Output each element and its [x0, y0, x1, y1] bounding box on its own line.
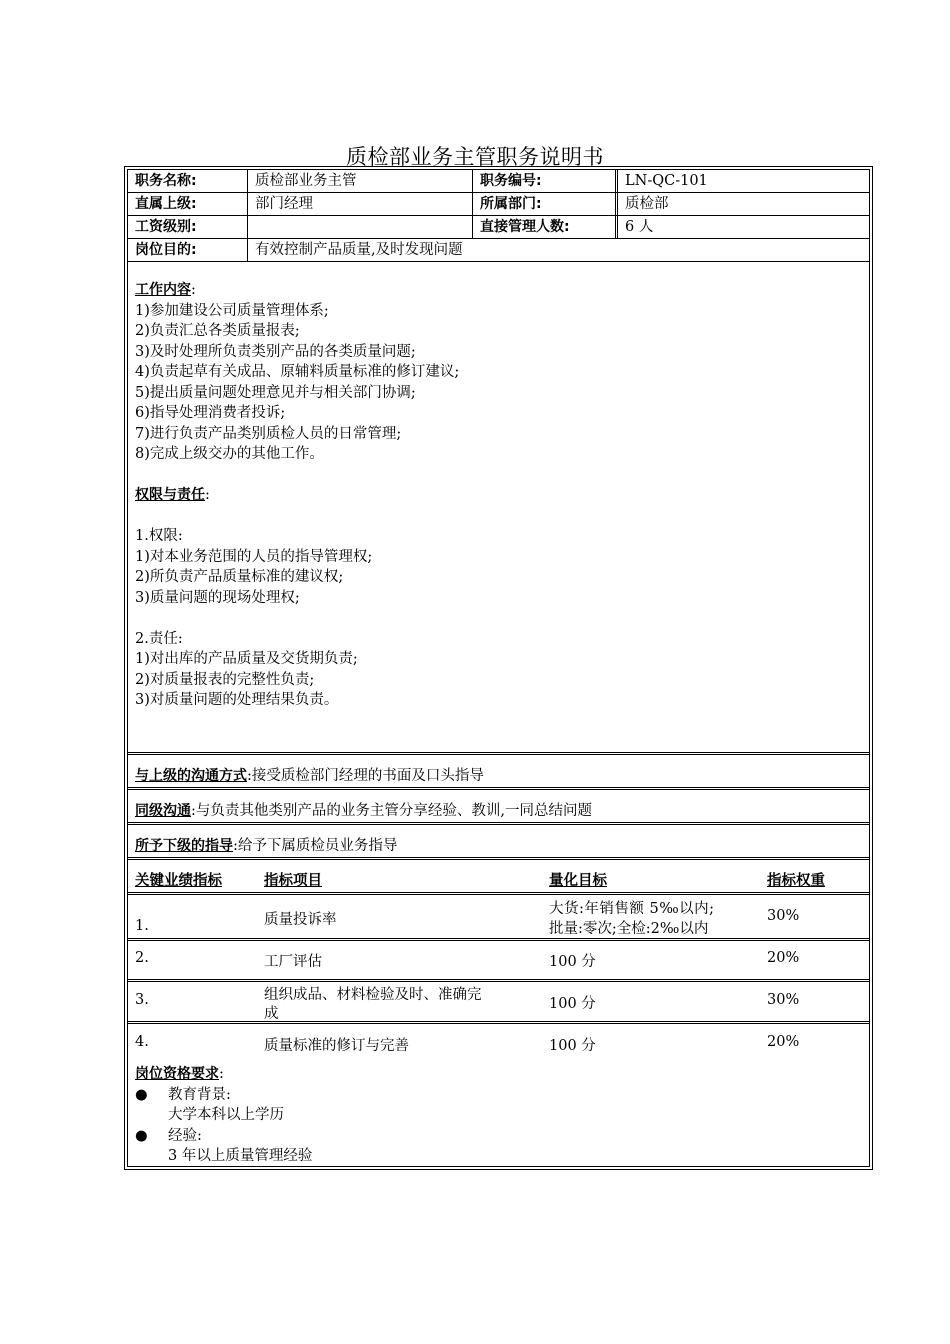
job-name-value: 质检部业务主管 [248, 170, 473, 192]
authority-heading: 权限与责任: [135, 487, 210, 503]
direct-reports-label: 直接管理人数: [473, 216, 618, 238]
upper-communication: 与上级的沟通方式:接受质检部门经理的书面及口头指导 [135, 768, 484, 784]
job-description-table [124, 166, 873, 1170]
list-item: ● 经验: [135, 1126, 312, 1147]
kpi-row-3-item-line2: 成 [264, 1006, 279, 1022]
header-row-pay-grade [128, 216, 869, 239]
list-item: 大学本科以上学历 [168, 1107, 284, 1123]
header-row-job-name [128, 170, 869, 193]
list-item: 3)对质量问题的处理结果负责。 [135, 692, 339, 708]
kpi-row-4-weight: 20% [767, 1034, 800, 1050]
job-name-label: 职务名称: [128, 170, 248, 192]
direct-reports-value: 6 人 [625, 219, 654, 235]
divider [128, 787, 869, 790]
kpi-row-3-weight: 30% [767, 992, 800, 1008]
list-item: 1)参加建设公司质量管理体系; [135, 302, 329, 319]
job-code-value: LN-QC-101 [625, 173, 708, 189]
kpi-row-3-target: 100 分 [549, 996, 596, 1012]
job-code-label: 职务编号: [473, 170, 618, 192]
divider [128, 822, 869, 825]
list-item: ● 教育背景: [135, 1085, 312, 1106]
superior-value: 部门经理 [248, 193, 473, 215]
bullet-icon: ● [135, 1086, 148, 1103]
list-item: 2)负责汇总各类质量报表; [135, 323, 300, 339]
purpose-label: 岗位目的: [128, 239, 248, 261]
list-item: 5)提出质量问题处理意见并与相关部门协调; [135, 384, 416, 401]
divider [128, 938, 869, 941]
kpi-row-4-no: 4. [135, 1034, 149, 1050]
list-item: 1)对本业务范围的人员的指导管理权; [135, 548, 373, 565]
kpi-row-2-no: 2. [135, 950, 149, 966]
department-label: 所属部门: [473, 193, 618, 215]
kpi-header-target: 量化目标 [549, 873, 607, 889]
peer-communication: 同级沟通:与负责其他类别产品的业务主管分享经验、教训,一同总结问题 [135, 803, 592, 819]
kpi-row-4-target: 100 分 [549, 1038, 596, 1054]
kpi-row-4-item: 质量标准的修订与完善 [264, 1038, 409, 1054]
list-item: 1)对出库的产品质量及交货期负责; [135, 651, 358, 667]
qualifications-section [135, 1064, 312, 1167]
list-item: 2)所负责产品质量标准的建议权; [135, 569, 344, 585]
list-item: 2)对质量报表的完整性负责; [135, 671, 315, 688]
kpi-row-1-no: 1. [135, 918, 149, 934]
purpose-value: 有效控制产品质量,及时发现问题 [255, 242, 463, 258]
kpi-row-1-target-line2: 批量:零次;全检:2‰以内 [549, 921, 709, 937]
header-row-superior [128, 193, 869, 216]
divider [128, 752, 869, 755]
kpi-row-1-weight: 30% [767, 908, 800, 924]
rights-title: 1.权限: [135, 528, 183, 544]
subordinate-guidance: 所予下级的指导:给予下属质检员业务指导 [135, 838, 398, 854]
bullet-icon: ● [135, 1127, 148, 1144]
pay-grade-label: 工资级别: [128, 216, 248, 238]
document-title: 质检部业务主管职务说明书 [346, 145, 604, 169]
qualifications-heading: 岗位资格要求: [135, 1066, 224, 1082]
kpi-row-1-target-line1: 大货:年销售额 5‰以内; [549, 901, 715, 917]
kpi-header-indicator: 关键业绩指标 [135, 873, 222, 889]
kpi-row-3-item-line1: 组织成品、材料检验及时、准确完 [264, 987, 482, 1003]
list-item: 3 年以上质量管理经验 [168, 1148, 313, 1164]
kpi-header-item: 指标项目 [264, 873, 322, 889]
kpi-row-2-target: 100 分 [549, 954, 596, 970]
kpi-row-2-weight: 20% [767, 950, 800, 966]
divider [128, 892, 869, 895]
kpi-row-3-no: 3. [135, 992, 149, 1008]
list-item: 3)及时处理所负责类别产品的各类质量问题; [135, 343, 416, 360]
kpi-row-1-item: 质量投诉率 [264, 912, 337, 928]
list-item: 3)质量问题的现场处理权; [135, 589, 300, 606]
superior-label: 直属上级: [128, 193, 248, 215]
kpi-row-2-item: 工厂评估 [264, 954, 322, 970]
kpi-header-weight: 指标权重 [767, 873, 825, 889]
divider [128, 857, 869, 860]
header-row-purpose [128, 239, 869, 262]
divider [128, 1021, 869, 1024]
list-item: 8)完成上级交办的其他工作。 [135, 446, 324, 462]
duties-section [135, 280, 459, 711]
responsibilities-title: 2.责任: [135, 630, 183, 647]
department-value: 质检部 [625, 196, 669, 212]
table-inner-border [127, 169, 870, 1167]
list-item: 6)指导处理消费者投诉; [135, 405, 286, 421]
pay-grade-value [248, 216, 473, 238]
list-item: 4)负责起草有关成品、原辅料质量标准的修订建议; [135, 364, 460, 380]
list-item: 7)进行负责产品类别质检人员的日常管理; [135, 425, 402, 442]
duties-heading: 工作内容: [135, 282, 196, 298]
divider [128, 979, 869, 982]
